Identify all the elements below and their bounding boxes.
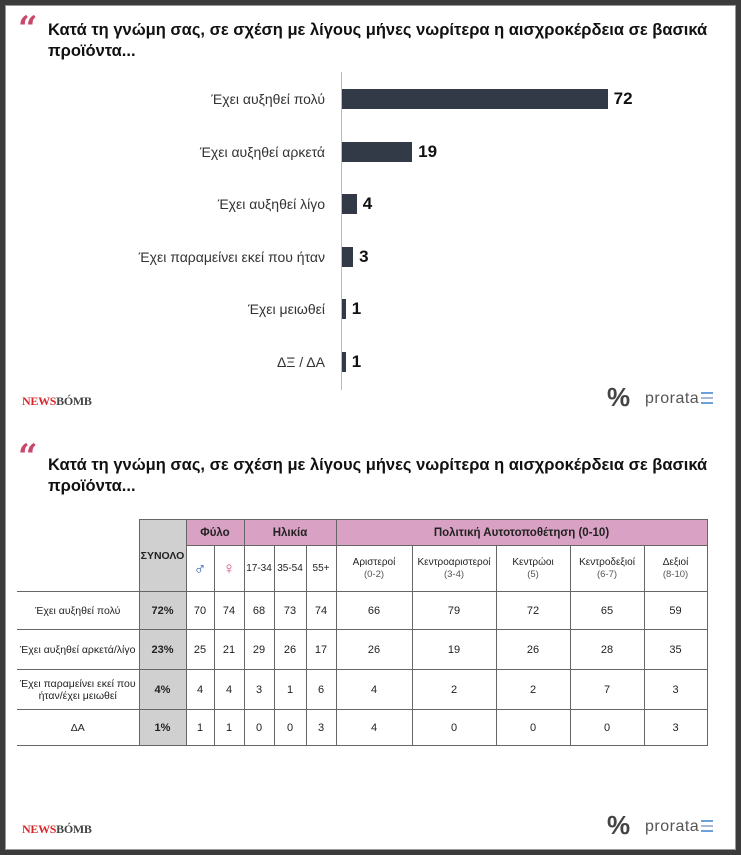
prorata-text: prorata	[645, 818, 700, 835]
political-name: Δεξιοί	[662, 556, 689, 568]
table-cell: 26	[336, 630, 412, 670]
table-cell: 2	[496, 670, 570, 710]
bar-value-label: 72	[613, 89, 633, 108]
bar-category-label: Έχει αυξηθεί λίγο	[217, 196, 325, 212]
total-header: ΣΥΝΟΛΟ	[139, 520, 186, 592]
total-cell: 4%	[139, 670, 186, 710]
bar	[342, 142, 412, 162]
table-cell: 1	[214, 710, 244, 746]
female-icon: ♀	[214, 546, 244, 592]
political-range: (8-10)	[662, 568, 689, 580]
table-body	[17, 592, 707, 746]
bar-category-label: ΔΞ / ΔΑ	[276, 353, 325, 370]
newsbomb-news: NEWS	[22, 394, 57, 408]
table-cell: 19	[412, 630, 496, 670]
newsbomb-bomb: BÓMB	[56, 394, 92, 408]
age-header: 55+	[306, 546, 336, 592]
age-header: 17-34	[244, 546, 274, 592]
table-cell: 79	[412, 592, 496, 630]
table-cell: 73	[274, 592, 306, 630]
political-header	[336, 546, 412, 592]
table-cell: 28	[570, 630, 644, 670]
chart-axis	[341, 72, 342, 390]
table-cell: 4	[336, 670, 412, 710]
political-range: (5)	[527, 568, 539, 580]
political-header	[412, 546, 496, 592]
table-cell: 1	[274, 670, 306, 710]
bar-value-label: 19	[418, 141, 438, 161]
table-cell: 66	[336, 592, 412, 630]
bar	[342, 194, 357, 214]
table-cell: 59	[644, 592, 707, 630]
political-header	[570, 546, 644, 592]
table-cell: 68	[244, 592, 274, 630]
table-cell: 3	[644, 670, 707, 710]
table-cell: 0	[570, 710, 644, 746]
newsbomb-bomb: BÓMB	[56, 822, 92, 836]
male-icon: ♂	[186, 546, 214, 592]
table-cell: 1	[186, 710, 214, 746]
table-cell: 0	[496, 710, 570, 746]
table-cell: 26	[274, 630, 306, 670]
table-cell: 0	[274, 710, 306, 746]
prorata-text: prorata	[645, 390, 700, 407]
table-cell: 21	[214, 630, 244, 670]
political-name: Αριστεροί	[352, 556, 396, 568]
prorata-symbol-bottom: %	[607, 810, 631, 840]
bar-category-label: Έχει αυξηθεί πολύ	[211, 91, 325, 107]
bar	[342, 352, 346, 372]
table-cell: 72	[496, 592, 570, 630]
row-label: Έχει αυξηθεί πολύ	[17, 592, 139, 630]
newsbomb-logo-top	[22, 394, 92, 409]
political-name: Κεντροαριστεροί	[417, 556, 491, 568]
table-cell: 0	[244, 710, 274, 746]
table-row	[17, 670, 707, 710]
prorata-symbol-top: %	[607, 382, 631, 412]
total-cell: 72%	[139, 592, 186, 630]
bar-category-label: Έχει μειωθεί	[247, 301, 325, 317]
table-cell: 3	[306, 710, 336, 746]
political-header	[644, 546, 707, 592]
table-cell: 4	[214, 670, 244, 710]
bar-value-label: 3	[359, 246, 369, 266]
prorata-lines-icon	[701, 820, 713, 832]
row-label: Έχει αυξηθεί αρκετά/λίγο	[17, 630, 139, 670]
table-cell: 2	[412, 670, 496, 710]
bar-value-label: 1	[351, 351, 362, 371]
table-cell: 4	[186, 670, 214, 710]
bar-value-label: 4	[362, 194, 373, 213]
quote-mark-bottom: “	[18, 437, 38, 477]
table-cell: 25	[186, 630, 214, 670]
table-cell: 65	[570, 592, 644, 630]
table-cell: 26	[496, 630, 570, 670]
political-range: (6-7)	[596, 568, 618, 580]
table-cell: 74	[306, 592, 336, 630]
prorata-logo-bottom	[645, 818, 713, 836]
newsbomb-logo-bottom	[22, 822, 92, 837]
prorata-lines-icon	[701, 392, 713, 404]
bar	[342, 89, 608, 109]
bar	[342, 247, 353, 267]
table-cell: 17	[306, 630, 336, 670]
group-gender: Φύλο	[186, 520, 244, 546]
political-range: (0-2)	[363, 568, 385, 580]
political-name: Κεντρώοι	[512, 556, 554, 568]
total-cell: 1%	[139, 710, 186, 746]
table-row	[17, 630, 707, 670]
table-row	[17, 710, 707, 746]
table-cell: 7	[570, 670, 644, 710]
group-political: Πολιτική Αυτοτοποθέτηση (0-10)	[336, 520, 707, 546]
row-label: ΔΑ	[17, 710, 139, 746]
political-header	[496, 546, 570, 592]
bar-category-label: Έχει παραμείνει εκεί που ήταν	[138, 248, 325, 265]
table-cell: 3	[644, 710, 707, 746]
crosstab-table	[17, 519, 708, 746]
newsbomb-news: NEWS	[22, 822, 57, 836]
table-cell: 3	[244, 670, 274, 710]
total-cell: 23%	[139, 630, 186, 670]
age-header: 35-54	[274, 546, 306, 592]
group-age: Ηλικία	[244, 520, 336, 546]
table-cell: 74	[214, 592, 244, 630]
table-cell: 29	[244, 630, 274, 670]
row-label: Έχει παραμείνει εκεί που ήταν/έχει μειωθεί	[17, 670, 139, 710]
bar-value-label: 1	[351, 299, 362, 318]
table-row	[17, 592, 707, 630]
chart-title: Κατά τη γνώμη σας, σε σχέση με λίγους μήνες νωρίτερα η αισχροκέρδεια σε βασικά προϊόντα...	[48, 21, 708, 60]
political-range: (3-4)	[443, 568, 465, 580]
prorata-logo-top	[645, 390, 713, 408]
table-cell: 4	[336, 710, 412, 746]
table-title: Κατά τη γνώμη σας, σε σχέση με λίγους μήνες νωρίτερα η αισχροκέρδεια σε βασικά προϊόντα...	[48, 456, 708, 495]
table-cell: 0	[412, 710, 496, 746]
quote-mark-top: “	[18, 9, 38, 49]
table-cell: 6	[306, 670, 336, 710]
table-cell: 70	[186, 592, 214, 630]
political-name: Κεντροδεξιοί	[579, 556, 635, 568]
bar	[342, 299, 346, 319]
bar-category-label: Έχει αυξηθεί αρκετά	[199, 143, 325, 160]
table-cell: 35	[644, 630, 707, 670]
